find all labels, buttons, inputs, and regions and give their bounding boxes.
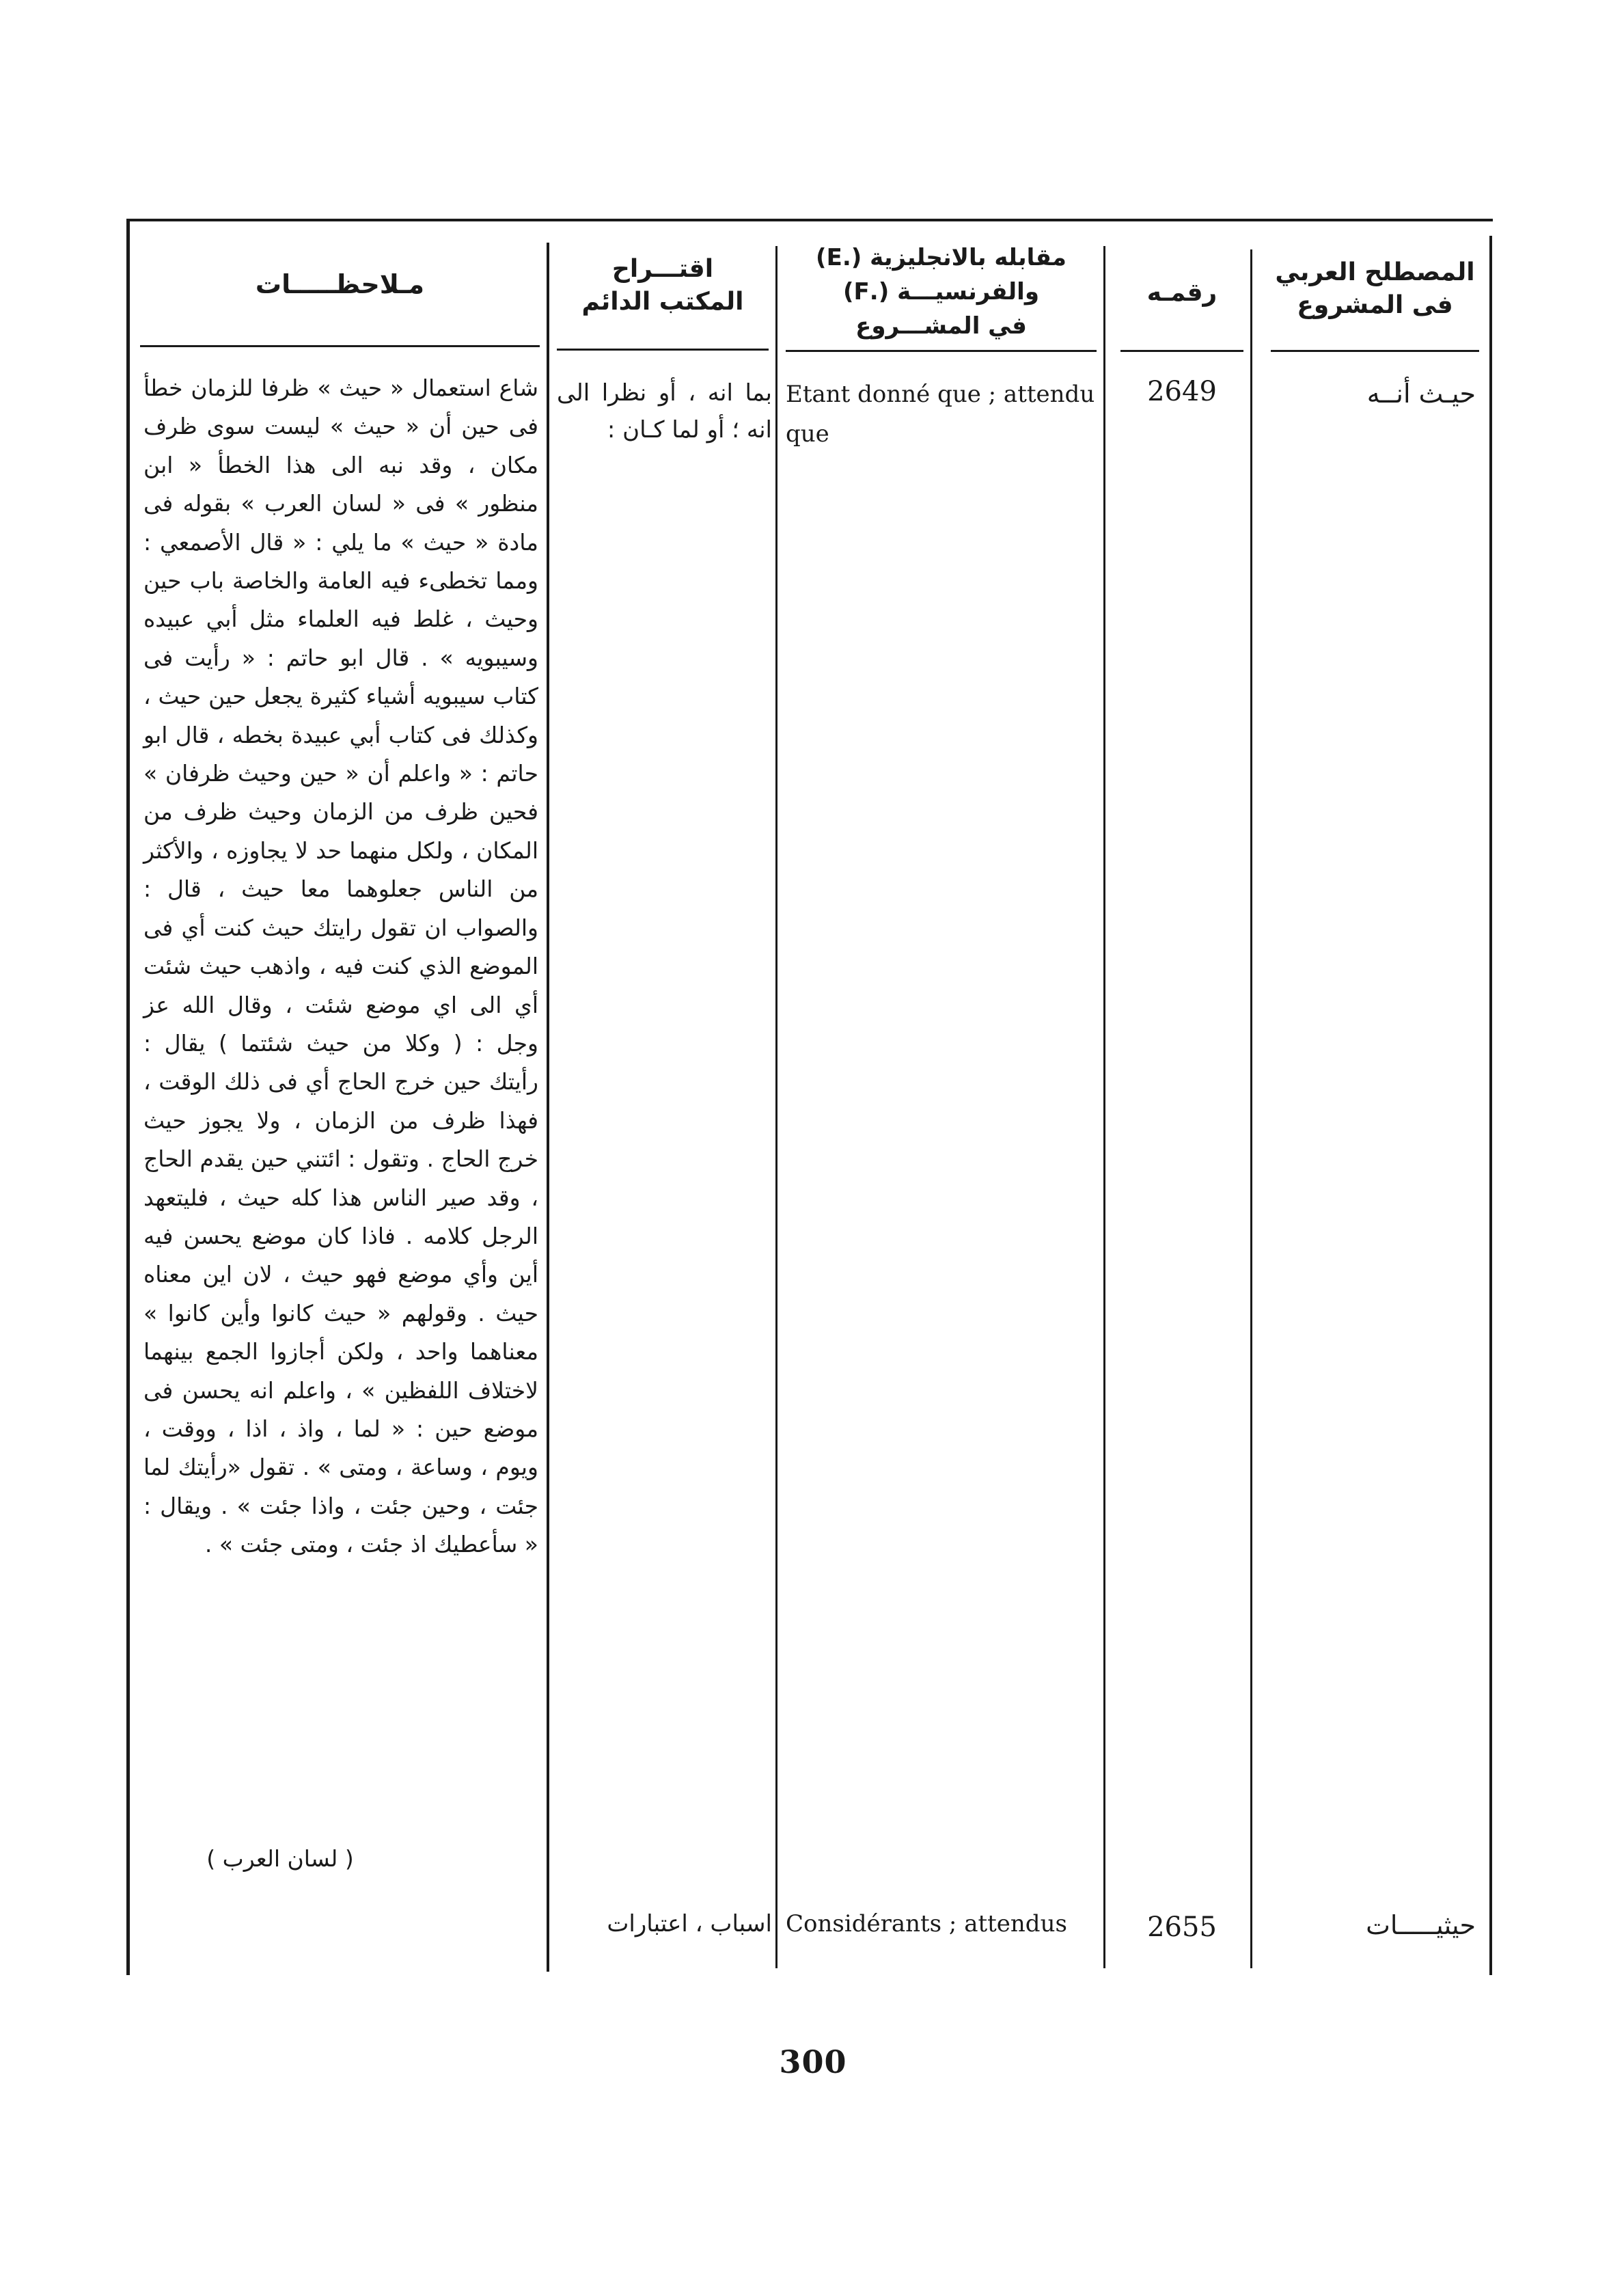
column-divider <box>1250 249 1252 1968</box>
table-top-border <box>126 219 1493 221</box>
header-equivalent: مقابله بالانجليزية (.E) والفرنسيـــة (.F) في المشـــروع <box>816 244 1066 340</box>
header-underline <box>140 345 540 347</box>
page-number: 300 <box>779 2043 847 2080</box>
header-underline <box>557 349 769 351</box>
header-arabic-term: المصطلح العربي فى المشروع <box>1275 258 1475 319</box>
entry-term: حيـث أنــه <box>1366 379 1476 409</box>
header-underline <box>1120 350 1243 352</box>
header-bureau-proposal: اقتـــراح المكتب الدائم <box>581 255 744 316</box>
column-divider <box>1489 236 1492 1975</box>
entry-equivalent: Etant donné que ; attendu que <box>786 381 1095 448</box>
entry-proposal: بما انه ، أو نظرا الى انه ؛ أو لما كـان : <box>557 379 772 444</box>
entry-equivalent: Considérants ; attendus <box>786 1910 1067 1938</box>
header-underline <box>1271 350 1479 352</box>
entry-number: 2649 <box>1147 376 1217 407</box>
notes-source: ( لسان العرب ) <box>206 1845 354 1872</box>
header-underline <box>786 350 1097 352</box>
entry-term: حيثيـــــات <box>1366 1910 1476 1940</box>
entry-proposal: اسباب ، اعتبارات <box>607 1910 772 1938</box>
column-divider <box>126 219 130 1975</box>
column-divider <box>547 243 549 1972</box>
column-divider <box>1103 246 1105 1968</box>
entry-notes: شاع استعمال « حيث » ظرفا للزمان خطأ فى حين أن « حيث » ليست سوى ظرف مكان ، وقد نبه الى هذا الخطأ « ابن منظور » فى « لسان العرب » بقوله فى مادة « حيث » ما يلي : « قال الأصمعي : ومما تخطىء فيه العامة والخاصة باب حين وحيث ، غلط فيه العلماء مثل أبي عبيده وسيبويه » . قال ابو حاتم : « رأيت فى كتاب سيبويه أشياء كثيرة يجعل حين حيث ، وكذلك فى كتاب أبي عبيدة بخطه ، قال ابو حاتم : « واعلم أن « حين وحيث ظرفان » فحين ظرف من الزمان وحيث ظرف من المكان ، ولكل منهما حد لا يجاوزه ، والأكثر من الناس جعلوهما معا حيث ، قال : والصواب ان تقول رايتك حيث كنت أي فى الموضع الذي كنت فيه ، واذهب حيث شئت أي الى اي موضع شئت ، وقال الله عز وجل : ( وكلا من حيث شئتما ) يقال : رأيتك حين خرج الحاج أي فى ذلك الوقت ، فهذا ظرف من الزمان ، ولا يجوز حيث خرج الحاج . وتقول : ائتني حين يقدم الحاج ، وقد صير الناس هذا كله حيث ، فليتعهد الرجل كلامه . فاذا كان موضع يحسن فيه أين وأي موضع فهو حيث ، لان اين معناه حيث . وقولهم « حيث كانوا وأين كانوا » معناهما واحد ، ولكن أجازوا الجمع بينهما لاختلاف اللفظين » ، واعلم انه يحسن فى موضع حين : « لما ، واذ ، اذا ، ووقت ، ويوم ، وساعة ، ومتى » . تقول «رأيتك لما جئت ، وحين جئت ، واذا جئت » . ويقال : « سأعطيك اذ جئت ، ومتى جئت » . <box>143 375 538 1558</box>
header-number: رقمـه <box>1146 279 1217 307</box>
column-divider <box>775 246 777 1968</box>
header-notes: مـلاحظـــــات <box>255 269 425 299</box>
entry-number: 2655 <box>1147 1912 1217 1943</box>
